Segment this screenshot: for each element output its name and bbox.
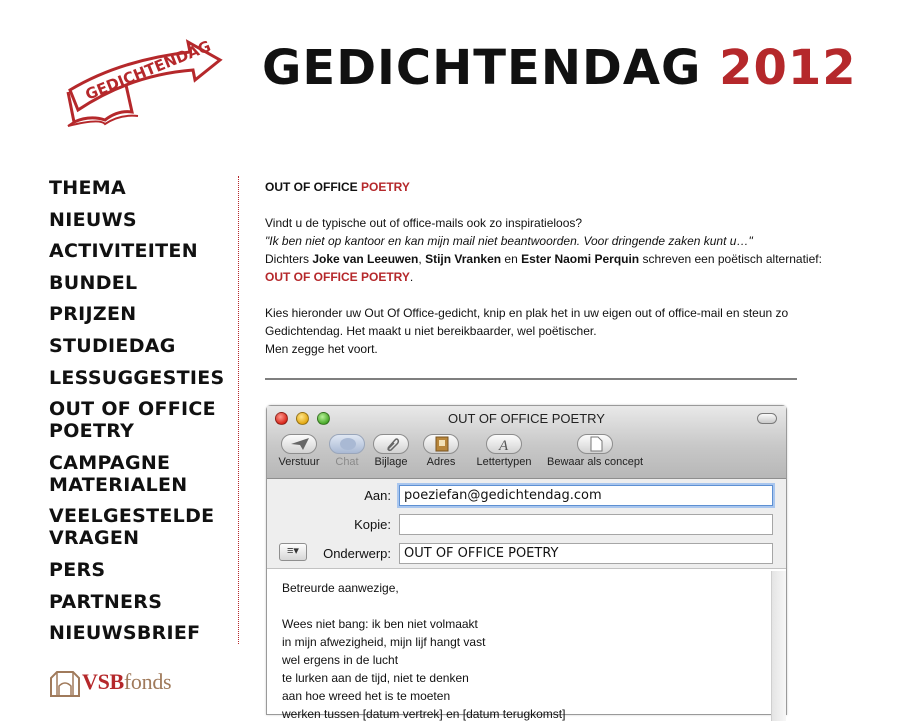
save-draft-label: Bewaar als concept: [547, 456, 643, 468]
chat-tool[interactable]: [327, 434, 367, 468]
poem-line: aan hoe wreed het is te moeten: [282, 689, 451, 703]
fonts-button[interactable]: [486, 434, 522, 454]
save-draft-tool[interactable]: [543, 434, 647, 468]
fonts-tool[interactable]: [472, 434, 536, 468]
mail-body[interactable]: [267, 571, 772, 721]
nav-item-thema[interactable]: THEMA: [49, 177, 126, 199]
gedichtendag-logo[interactable]: [60, 30, 230, 130]
document-icon: [586, 436, 606, 452]
fonds-text: fonds: [123, 669, 172, 694]
address-button[interactable]: [423, 434, 459, 454]
to-label: Aan:: [364, 488, 391, 503]
nav-item-label-line2: POETRY: [49, 420, 135, 443]
attach-button[interactable]: [373, 434, 409, 454]
logo-text: GEDICHTENDAG: [82, 36, 214, 104]
instruction-line: Men zegge het voort.: [265, 342, 378, 356]
send-button[interactable]: [281, 434, 317, 454]
separator: en: [501, 252, 522, 266]
fonts-label: Lettertypen: [476, 456, 532, 468]
nav-item-prijzen[interactable]: PRIJZEN: [49, 303, 137, 326]
main-navigation: [49, 177, 239, 654]
toolbar-toggle-button[interactable]: [757, 413, 777, 424]
vsbfonds-wordmark: [82, 669, 171, 695]
poem-line: wel ergens in de lucht: [282, 653, 399, 667]
book-arrow-logo-icon: [60, 30, 230, 130]
poet-name: Ester Naomi Perquin: [521, 252, 640, 266]
subject-label: Onderwerp:: [323, 546, 391, 561]
nav-item-label-line1: OUT OF OFFICE: [49, 398, 216, 421]
attach-tool[interactable]: [371, 434, 411, 468]
nav-item-campagne-materialen[interactable]: [49, 452, 239, 496]
nav-item-veelgestelde-vragen[interactable]: [49, 505, 239, 549]
poem-line: Wees niet bang: ik ben niet volmaakt: [282, 617, 478, 631]
subject-field[interactable]: OUT OF OFFICE POETRY: [399, 543, 773, 564]
address-book-icon: [432, 436, 452, 452]
poem-line: in mijn afwezigheid, mijn lijf hangt vast: [282, 635, 486, 649]
nav-item-label-line2: VRAGEN: [49, 527, 140, 550]
nav-item-partners[interactable]: PARTNERS: [49, 590, 163, 613]
main-content: [265, 178, 825, 376]
site-title: [262, 38, 857, 98]
nav-item-nieuws[interactable]: NIEUWS: [49, 208, 137, 231]
poet-name: Stijn Vranken: [425, 252, 502, 266]
heading-black: OUT OF OFFICE: [265, 180, 361, 194]
period: .: [409, 270, 414, 284]
paperclip-icon: [382, 436, 402, 452]
attach-label: Bijlage: [374, 456, 408, 468]
nav-item-pers[interactable]: PERS: [49, 558, 106, 581]
mail-window-title: OUT OF OFFICE POETRY: [448, 411, 605, 426]
font-icon: [495, 436, 515, 452]
to-field[interactable]: poeziefan@gedichtendag.com: [399, 485, 773, 506]
instruction-line: Kies hieronder uw Out Of Office-gedicht, knip en plak het in uw eigen out of office-mail en steun zo: [265, 306, 789, 320]
poem-line: te lurken aan de tijd, niet te denken: [282, 671, 469, 685]
nav-item-activiteiten[interactable]: ACTIVITEITEN: [49, 240, 198, 263]
heading-red: POETRY: [361, 180, 410, 194]
poet-name: Joke van Leeuwen: [312, 252, 419, 266]
building-icon: [49, 668, 81, 698]
save-draft-button[interactable]: [577, 434, 613, 454]
nav-item-lessuggesties[interactable]: LESSUGGESTIES: [49, 366, 225, 389]
vsbfonds-logo[interactable]: [49, 666, 199, 700]
intro-question: Vindt u de typische out of office-mails ook zo inspiratieloos?: [265, 216, 583, 230]
nav-item-out-of-office-poetry[interactable]: [49, 398, 239, 442]
nav-item-label-line1: VEELGESTELDE: [49, 505, 215, 528]
dichters-prefix: Dichters: [265, 252, 313, 266]
vsb-text: VSB: [82, 669, 124, 694]
dichters-suffix: schreven een poëtisch alternatief:: [639, 252, 822, 266]
alternative-label: OUT OF OFFICE POETRY: [265, 270, 410, 284]
sidebar-divider: [238, 176, 239, 644]
nav-item-nieuwsbrief[interactable]: NIEUWSBRIEF: [49, 622, 201, 645]
address-tool[interactable]: [421, 434, 461, 468]
site-title-year: 2012: [719, 40, 857, 96]
page-heading: [265, 178, 825, 196]
chat-button[interactable]: [329, 434, 365, 454]
cc-label: Kopie:: [354, 517, 391, 532]
nav-item-studiedag[interactable]: STUDIEDAG: [49, 334, 176, 357]
nav-item-bundel[interactable]: BUNDEL: [49, 271, 138, 294]
send-tool[interactable]: [275, 434, 323, 468]
header-options-button[interactable]: ≡▾: [279, 543, 307, 561]
separator: ,: [418, 252, 426, 266]
instruction-paragraph: [265, 304, 825, 358]
send-label: Verstuur: [278, 456, 320, 468]
mail-greeting: Betreurde aanwezige,: [282, 581, 399, 595]
mail-header-fields: [267, 479, 786, 569]
content-separator: [265, 378, 797, 380]
poem-line: werken tussen [datum vertrek] en [datum terugkomst]: [282, 707, 566, 721]
chat-bubble-icon: [338, 436, 358, 452]
svg-text:A: A: [499, 438, 509, 454]
intro-quote: "Ik ben niet op kantoor en kan mijn mail niet beantwoorden. Voor dringende zaken kunt u…": [265, 234, 753, 248]
mail-titlebar: [267, 406, 786, 479]
nav-item-label-line1: CAMPAGNE: [49, 451, 171, 474]
chat-label: Chat: [335, 456, 359, 468]
paper-plane-icon: [290, 436, 310, 452]
cc-field[interactable]: [399, 514, 773, 535]
intro-paragraph: [265, 214, 825, 286]
mail-compose-window: [266, 405, 787, 721]
site-title-name: GEDICHTENDAG: [262, 40, 702, 96]
nav-item-label-line2: MATERIALEN: [49, 473, 188, 496]
mail-body-scrollbar[interactable]: [771, 571, 786, 721]
address-label: Adres: [426, 456, 456, 468]
blank-line: [282, 597, 757, 615]
instruction-line: Gedichtendag. Het maakt u niet bereikbaarder, wel poëtischer.: [265, 324, 597, 338]
